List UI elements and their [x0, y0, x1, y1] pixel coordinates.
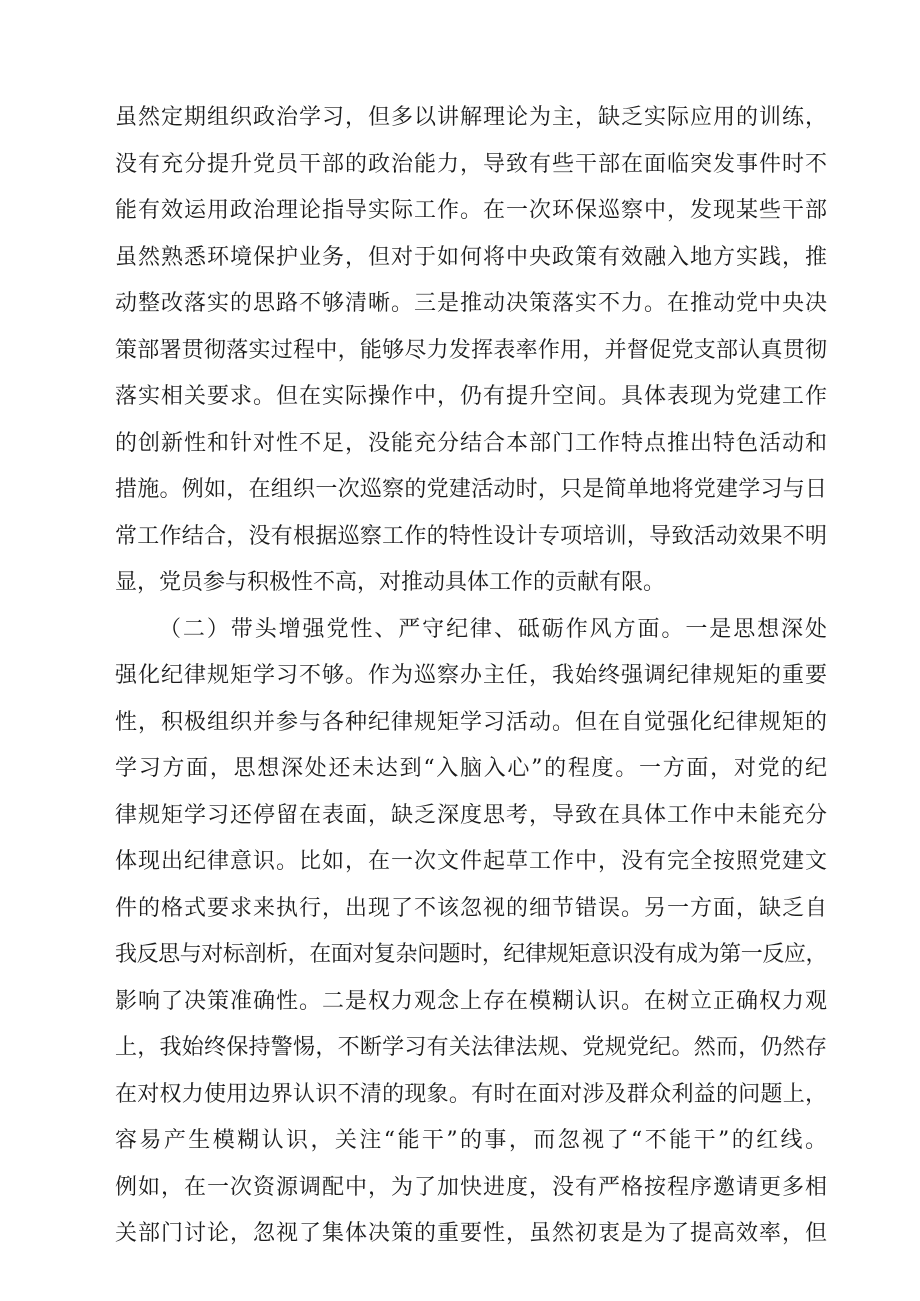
- text-line: 例如，在一次资源调配中，为了加快进度，没有严格按程序邀请更多相: [115, 1175, 827, 1200]
- text-line: 常工作结合，没有根据巡察工作的特性设计专项培训，导致活动效果不明: [115, 524, 827, 549]
- text-line: 体现出纪律意识。比如，在一次文件起草工作中，没有完全按照党建文: [115, 849, 827, 874]
- text-line: 上，我始终保持警惕，不断学习有关法律法规、党规党纪。然而，仍然存: [115, 1035, 827, 1060]
- text-line: 强化纪律规矩学习不够。作为巡察办主任，我始终强调纪律规矩的重要: [115, 663, 827, 688]
- text-line: 学习方面，思想深处还未达到“入脑入心”的程度。一方面，对党的纪: [115, 756, 827, 781]
- text-line: 性，积极组织并参与各种纪律规矩学习活动。但在自觉强化纪律规矩的: [115, 710, 827, 735]
- text-line: 策部署贯彻落实过程中，能够尽力发挥表率作用，并督促党支部认真贯彻: [115, 338, 827, 363]
- text-line: 律规矩学习还停留在表面，缺乏深度思考，导致在具体工作中未能充分: [115, 803, 827, 828]
- section-heading-line: （二）带头增强党性、严守纪律、砥砺作风方面。一是思想深处: [159, 617, 827, 642]
- text-line: 措施。例如，在组织一次巡察的党建活动时，只是简单地将党建学习与日: [115, 477, 827, 502]
- text-line: 我反思与对标剖析，在面对复杂问题时，纪律规矩意识没有成为第一反应，: [115, 942, 827, 967]
- text-line: 影响了决策准确性。二是权力观念上存在模糊认识。在树立正确权力观: [115, 989, 827, 1014]
- text-line: 能有效运用政治理论指导实际工作。在一次环保巡察中，发现某些干部: [115, 198, 827, 223]
- text-line: 虽然定期组织政治学习，但多以讲解理论为主，缺乏实际应用的训练，: [115, 105, 827, 130]
- text-line: 虽然熟悉环境保护业务，但对于如何将中央政策有效融入地方实践，推: [115, 245, 827, 270]
- text-line: 动整改落实的思路不够清晰。三是推动决策落实不力。在推动党中央决: [115, 291, 827, 316]
- text-line: 落实相关要求。但在实际操作中，仍有提升空间。具体表现为党建工作: [115, 384, 827, 409]
- text-line: 容易产生模糊认识，关注“能干”的事，而忽视了“不能干”的红线。: [115, 1128, 827, 1153]
- text-line: 显，党员参与积极性不高，对推动具体工作的贡献有限。: [115, 570, 666, 595]
- text-line: 在对权力使用边界认识不清的现象。有时在面对涉及群众利益的问题上，: [115, 1082, 827, 1107]
- text-line: 没有充分提升党员干部的政治能力，导致有些干部在面临突发事件时不: [115, 152, 827, 177]
- text-line: 关部门讨论，忽视了集体决策的重要性，虽然初衷是为了提高效率，但: [115, 1221, 827, 1246]
- text-line: 件的格式要求来执行，出现了不该忽视的细节错误。另一方面，缺乏自: [115, 896, 827, 921]
- text-line: 的创新性和针对性不足，没能充分结合本部门工作特点推出特色活动和: [115, 431, 827, 456]
